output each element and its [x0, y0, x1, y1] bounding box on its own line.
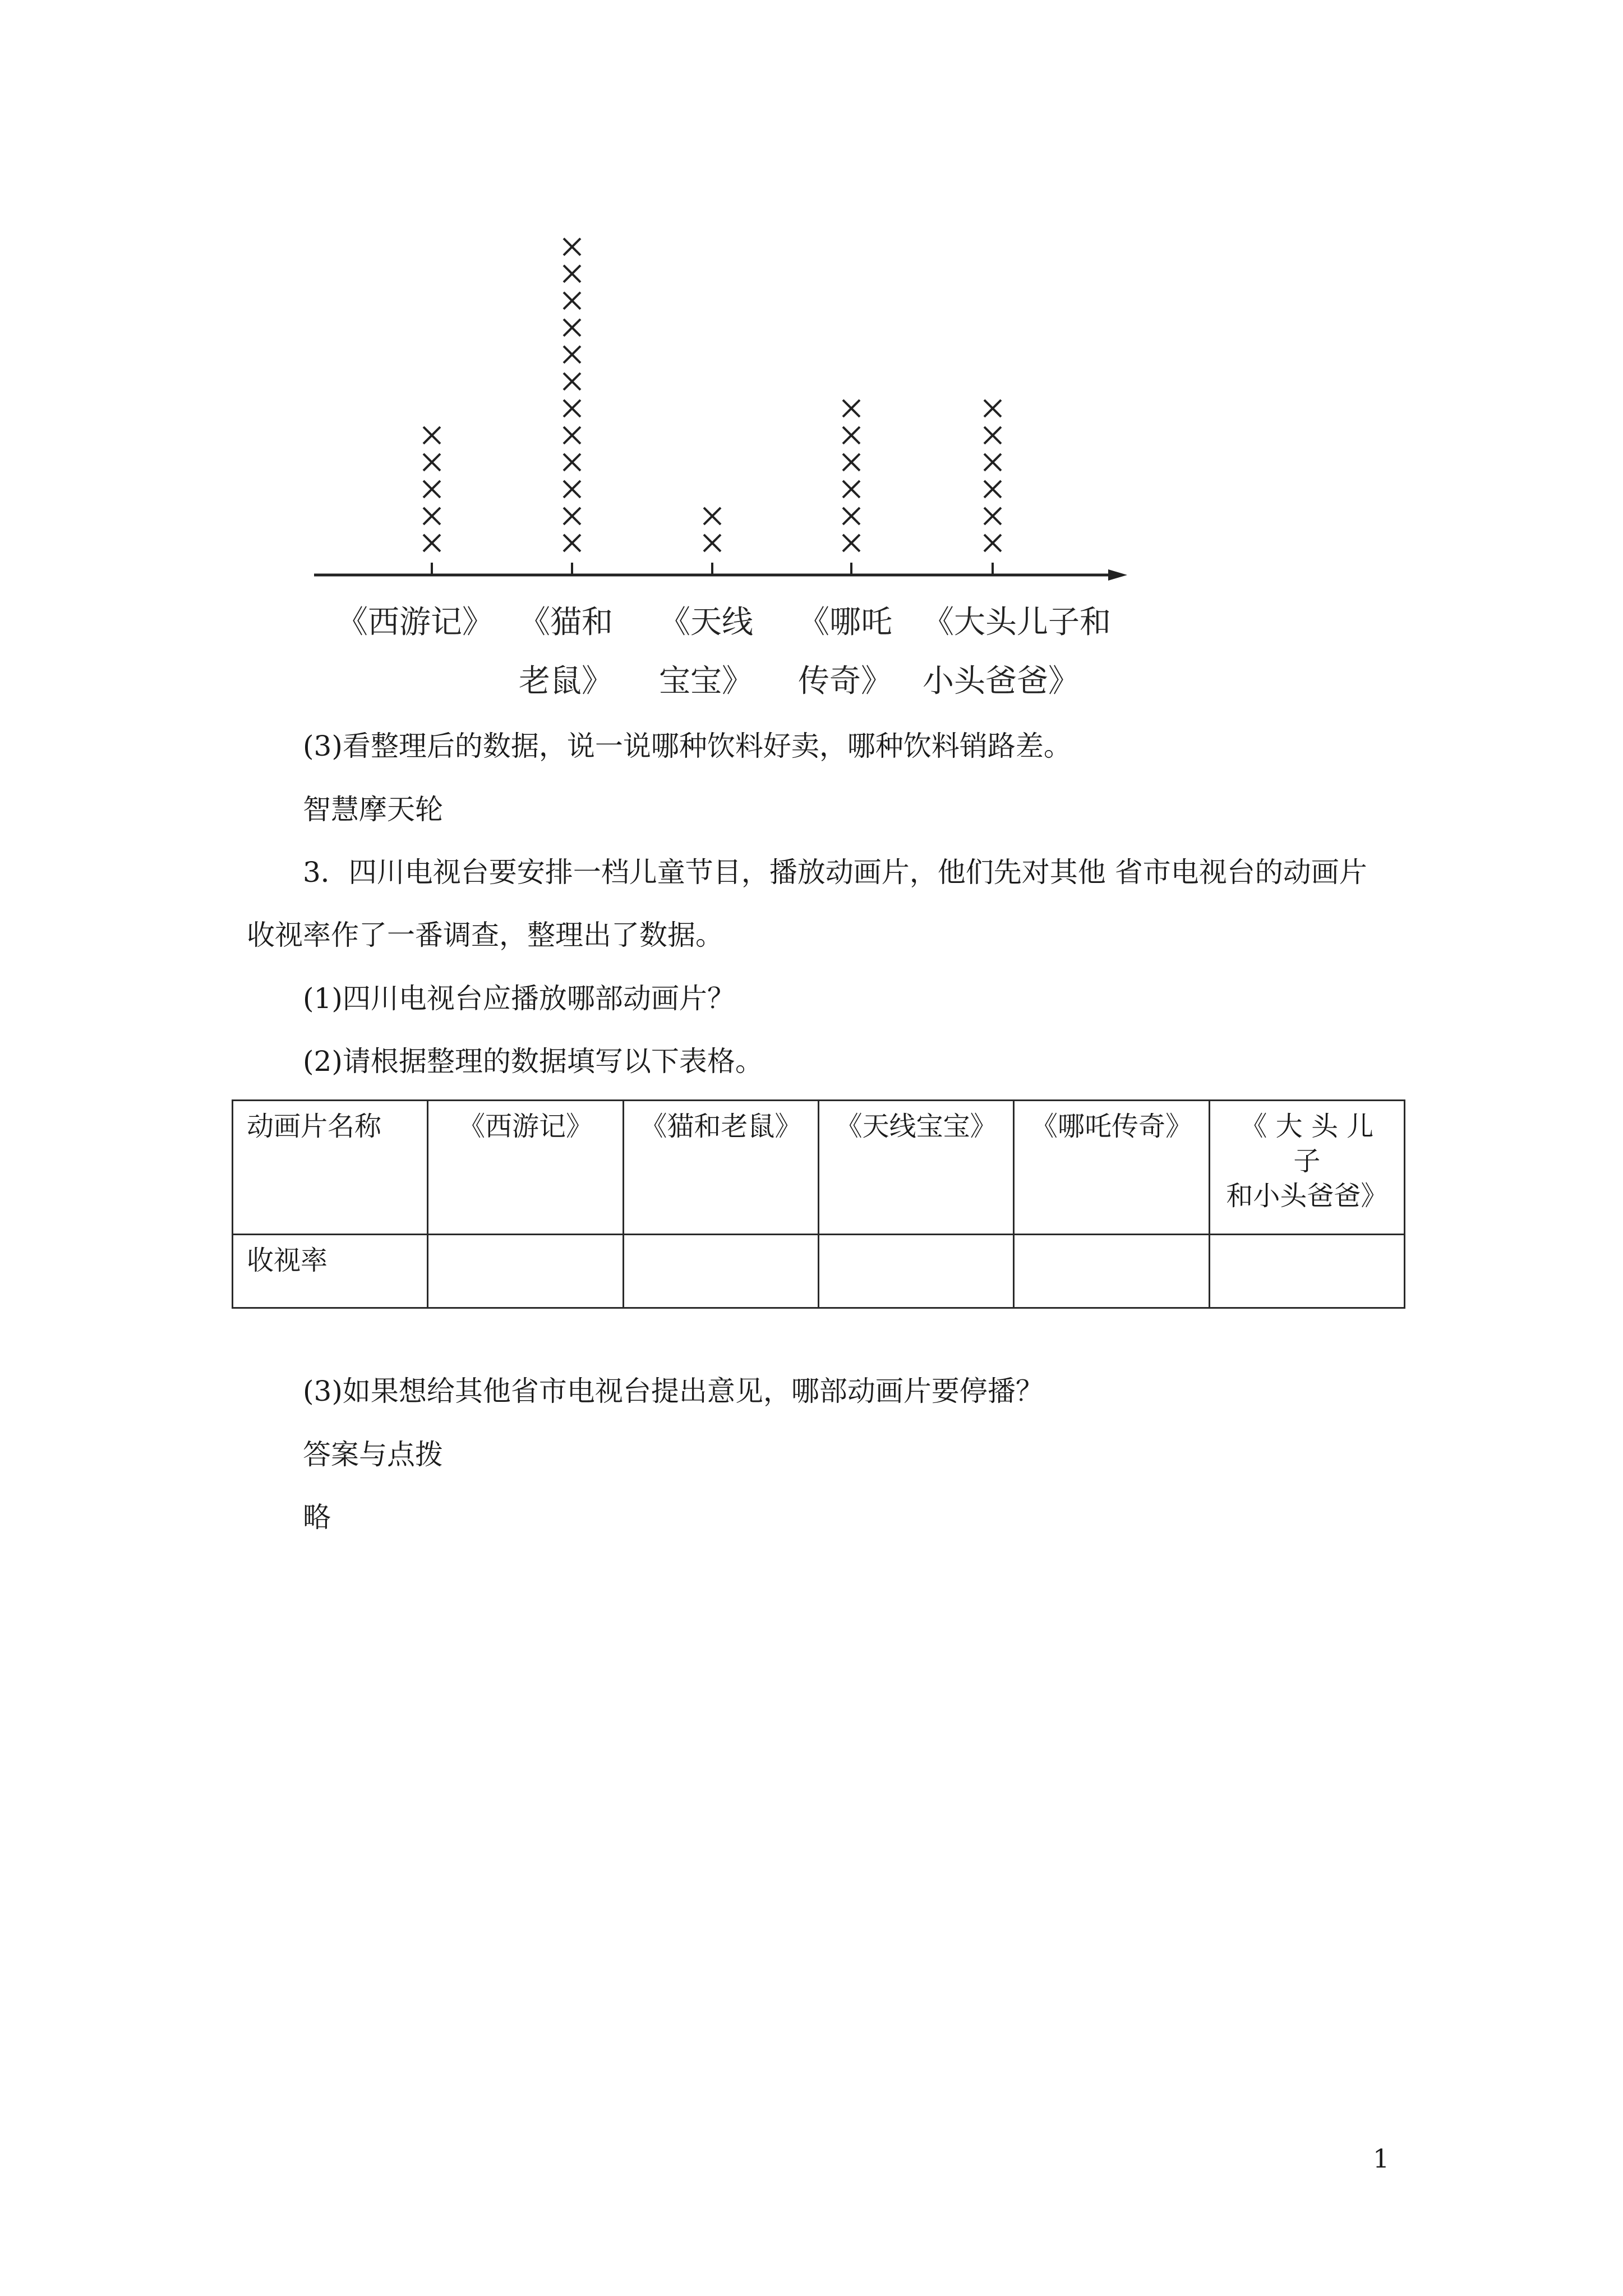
tally-mark [423, 481, 440, 498]
page-number: 1 [1373, 2143, 1390, 2174]
tally-mark [984, 454, 1001, 471]
question-1: (1)四川电视台应播放哪部动画片？ [303, 982, 735, 1015]
tally-mark [843, 508, 860, 524]
tally-mark [423, 427, 440, 444]
header-cartoon-2: 《猫和老鼠》 [640, 1111, 802, 1142]
header-cartoon-1: 《西游记》 [458, 1111, 593, 1142]
tally-mark [564, 508, 580, 524]
table-cell-empty[interactable] [1209, 1235, 1404, 1308]
answer-title: 答案与点拨 [303, 1438, 443, 1471]
row-label: 收视率 [247, 1245, 328, 1276]
table-header-cell [818, 1101, 1013, 1235]
tally-mark [704, 535, 721, 551]
tally-mark [564, 400, 580, 417]
tally-mark [564, 481, 580, 498]
answer-text: 略 [303, 1501, 331, 1534]
tally-mark [564, 346, 580, 363]
tally-mark [984, 508, 1001, 524]
tally-mark [564, 319, 580, 336]
problem-3-line-1: 3．四川电视台要安排一档儿童节目，播放动画片，他们先对其他 省市电视台的动画片 [303, 856, 1367, 889]
question-3-drinks: (3)看整理后的数据，说一说哪种饮料好卖，哪种饮料销路差。 [303, 730, 1072, 762]
table-header-cell [1014, 1101, 1209, 1235]
ratings-table [232, 1099, 1405, 1309]
tally-mark [564, 292, 580, 309]
category-label: 《天线 [659, 604, 753, 641]
table-cell-empty[interactable] [623, 1235, 818, 1308]
header-cartoon-5-line-2: 和小头爸爸》 [1226, 1180, 1388, 1212]
tally-mark [843, 535, 860, 551]
tally-mark [423, 535, 440, 551]
table-header-cell [428, 1101, 623, 1235]
table-header-cell [623, 1101, 818, 1235]
category-label: 《哪吒 [798, 604, 892, 641]
category-label: 小头爸爸》 [923, 663, 1080, 700]
tally-mark [984, 427, 1001, 444]
tally-mark [984, 400, 1001, 417]
section-title: 智慧摩天轮 [303, 793, 443, 826]
tally-mark [843, 454, 860, 471]
header-cartoon-4: 《哪吒传奇》 [1030, 1111, 1192, 1142]
tally-mark [564, 265, 580, 282]
tally-mark [984, 535, 1001, 551]
category-label: 宝宝》 [659, 663, 753, 700]
category-label: 《大头儿子和 [923, 604, 1111, 641]
tally-mark [564, 535, 580, 551]
table-header-cell [233, 1101, 428, 1235]
table-cell [233, 1235, 428, 1308]
x-axis-arrow [1108, 569, 1127, 581]
question-3: (3)如果想给其他省市电视台提出意见，哪部动画片要停播？ [303, 1375, 1044, 1407]
tally-mark [564, 454, 580, 471]
header-cartoon-5-line-1: 《 大 头 儿 子 [1240, 1111, 1374, 1177]
tally-mark [704, 508, 721, 524]
tally-mark [564, 427, 580, 444]
header-label: 动画片名称 [247, 1111, 382, 1142]
table-cell-empty[interactable] [1014, 1235, 1209, 1308]
tally-mark [564, 373, 580, 390]
tally-mark [423, 508, 440, 524]
question-2: (2)请根据整理的数据填写以下表格。 [303, 1045, 763, 1078]
table-cell-empty[interactable] [818, 1235, 1013, 1308]
tally-mark [843, 400, 860, 417]
table-header-cell [1209, 1101, 1404, 1235]
category-label: 《猫和 [519, 604, 613, 641]
tally-mark [843, 481, 860, 498]
header-cartoon-3: 《天线宝宝》 [835, 1111, 997, 1142]
table-cell-empty[interactable] [428, 1235, 623, 1308]
category-label: 《西游记》 [336, 604, 494, 641]
table-row [233, 1235, 1405, 1308]
tally-chart [0, 0, 1623, 707]
problem-3-line-2: 收视率作了一番调查，整理出了数据。 [247, 919, 723, 951]
tally-mark [984, 481, 1001, 498]
tally-mark [423, 454, 440, 471]
tally-mark [564, 238, 580, 255]
category-label: 传奇》 [798, 663, 892, 700]
tally-mark [843, 427, 860, 444]
category-label: 老鼠》 [519, 663, 613, 700]
table-header-row [233, 1101, 1405, 1235]
